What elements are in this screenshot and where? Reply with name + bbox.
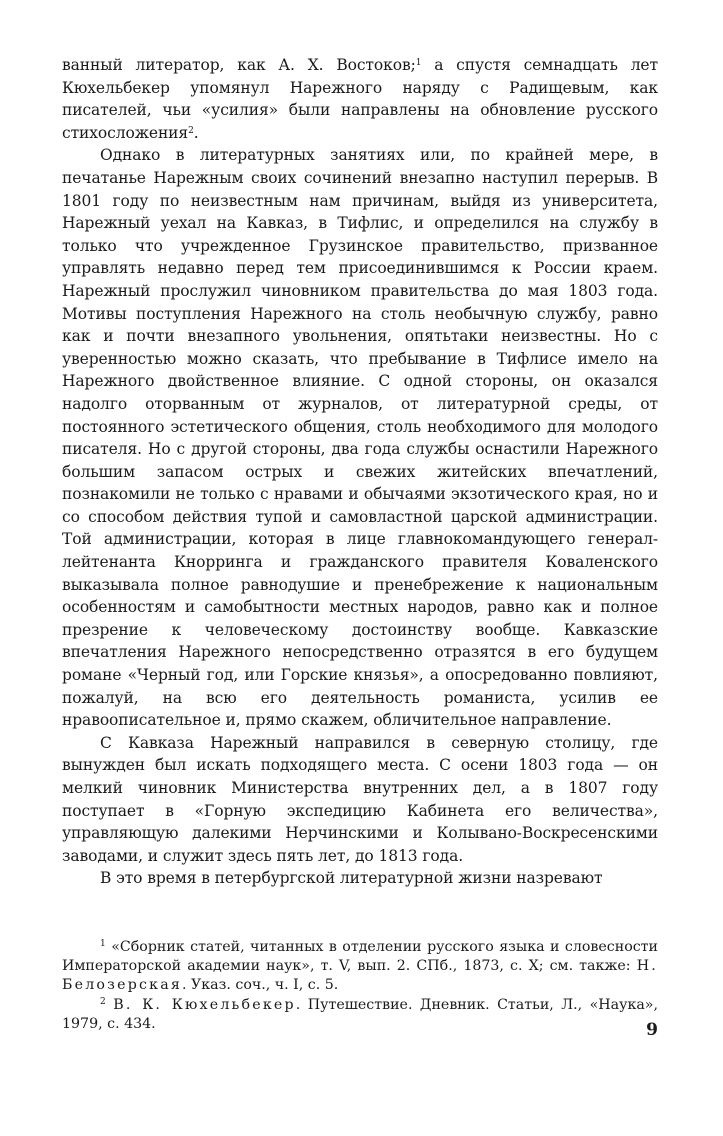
footnote-1-mark: 1 [100, 939, 106, 949]
footnote-2 [62, 996, 658, 1034]
paragraph-2: Однако в литературных занятиях или, по крайней мере, в печатанье Нарежным своих сочинений внезапно наступил перерыв. В 1801 году по неизвестным нам причинам, выйдя из университета, Нарежный уехал на Кавказ, в Тифлис, и определился на службу в только что учрежденное Грузинское правительство, призванное управлять недавно перед тем присоединившимся к России краем. Нарежный прослужил чиновником правительства до мая 1803 года. Мотивы поступления Нарежного на столь необычную службу, равно как и почти внезапного увольнения, опятьтаки неизвестны. Но с уверенностью можно сказать, что пребывание в Тифлисе имело на Нарежного двойственное влияние. С одной стороны, он оказался надолго оторванным от журналов, от литературной среды, от постоянного эстетического общения, столь необходимого для молодого писателя. Но с другой стороны, два года службы оснастили Нарежного большим запасом острых и свежих житейских впечатлений, познакомили не только с нравами и обычаями экзотического края, но и со способом действия тупой и самовластной царской администрации. Той администрации, которая в лице главнокомандующего генерал-лейтенанта Кнорринга и гражданского правителя Коваленского выказывала полное равнодушие и пренебрежение к национальным особенностям и самобытности местных народов, равно как и полное презрение к человеческому достоинству вообще. Кавказские впечатления Нарежного непосредственно отразятся в его будущем романе «Черный год, или Горские князья», а опосредованно повлияют, пожалуй, на всю его деятельность романиста, усилив ее нравоописательное и, прямо скажем, обличительное направление. [62, 146, 658, 730]
footnote-2-mark: 2 [100, 996, 106, 1007]
paragraph-1 [62, 54, 658, 144]
footnote-1-author: Н. Белозерская [62, 958, 658, 994]
paragraph-3: С Кавказа Нарежный направился в северную столицу, где вынужден был искать подходящего места. С осени 1803 года — он мелкий чиновник Министерства внутренних дел, а в 1807 году поступает в «Горную экспедицию Кабинета его величества», управляющую далекими Нерчинскими и Колывано-Воскресенскими заводами, и служит здесь пять лет, до 1813 года. [62, 733, 658, 865]
paragraph-1-text-b: а спустя семнадцать лет Кюхельбекер упомянул Нарежного наряду с Радищевым, как писателей, чьи «усилия» были направлены на обновление русского стихосложения [62, 56, 658, 142]
footnote-1-text-a: «Сборник статей, читанных в отделении русского языка и словесности Императорской академии наук», т. V, вып. 2. СПб., 1873, с. X; см. также: [62, 939, 658, 975]
footnote-ref-1: 1 [415, 58, 422, 68]
main-text [62, 54, 658, 890]
footnotes [62, 938, 658, 1034]
footnote-2-text-b: . Путешествие. Дневник. Статьи, Л., «Наука», 1979, с. 434. [62, 996, 658, 1032]
footnote-ref-2: 2 [188, 125, 194, 136]
footnote-2-author: В. К. Кюхельбекер [113, 996, 296, 1013]
footnote-1 [62, 938, 658, 996]
footnote-1-text-b: . Указ. соч., ч. I, с. 5. [182, 977, 339, 994]
paragraph-1-text-c: . [193, 123, 199, 142]
paragraph-4: В это время в петербургской литературной жизни назревают [100, 869, 603, 888]
paragraph-1-text-a: ванный литератор, как А. Х. Востоков; [62, 56, 416, 74]
page-number: 9 [646, 1020, 658, 1040]
